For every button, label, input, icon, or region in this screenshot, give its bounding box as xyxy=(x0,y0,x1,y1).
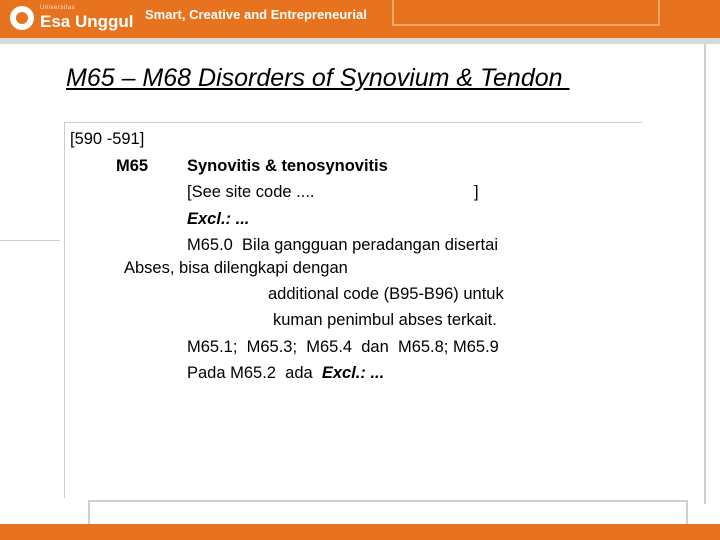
content-box xyxy=(64,122,642,498)
slide-title: M65 – M68 Disorders of Synovium & Tendon xyxy=(66,64,570,92)
logo-subtitle: Universitas xyxy=(40,5,76,11)
see-site-note: [See site code .... xyxy=(187,183,315,201)
category-heading: Synovitis & tenosynovitis xyxy=(187,157,388,175)
see-site-close: ] xyxy=(474,183,479,201)
pada-note xyxy=(187,364,384,383)
additional-code-description: additional code (B95-B96) untuk xyxy=(268,285,504,303)
left-frame-line xyxy=(0,240,60,241)
banner-stripe xyxy=(0,38,720,44)
university-logo xyxy=(10,3,132,35)
category-code: M65 xyxy=(116,157,149,175)
footer-bar xyxy=(0,524,720,540)
kuman-description: kuman penimbul abses terkait. xyxy=(273,311,497,329)
code-range: [590 -591] xyxy=(70,130,145,148)
m65-0-description: M65.0 Bila gangguan peradangan disertai xyxy=(187,236,498,254)
banner-decor-frame xyxy=(392,0,660,26)
logo-name: Esa Unggul xyxy=(40,12,134,31)
abses-description: Abses, bisa dilengkapi dengan xyxy=(124,259,348,277)
header-tagline: Smart, Creative and Entrepreneurial xyxy=(145,7,367,22)
codes-list: M65.1; M65.3; M65.4 dan M65.8; M65.9 xyxy=(187,338,499,356)
logo-emblem-icon xyxy=(10,6,34,30)
right-frame-line xyxy=(704,44,706,504)
footer-decor-frame xyxy=(88,500,688,524)
excludes-note: Excl.: ... xyxy=(187,210,250,228)
header-banner xyxy=(0,0,720,38)
pada-prefix: Pada M65.2 ada xyxy=(187,364,322,382)
pada-excludes: Excl.: ... xyxy=(321,364,385,382)
